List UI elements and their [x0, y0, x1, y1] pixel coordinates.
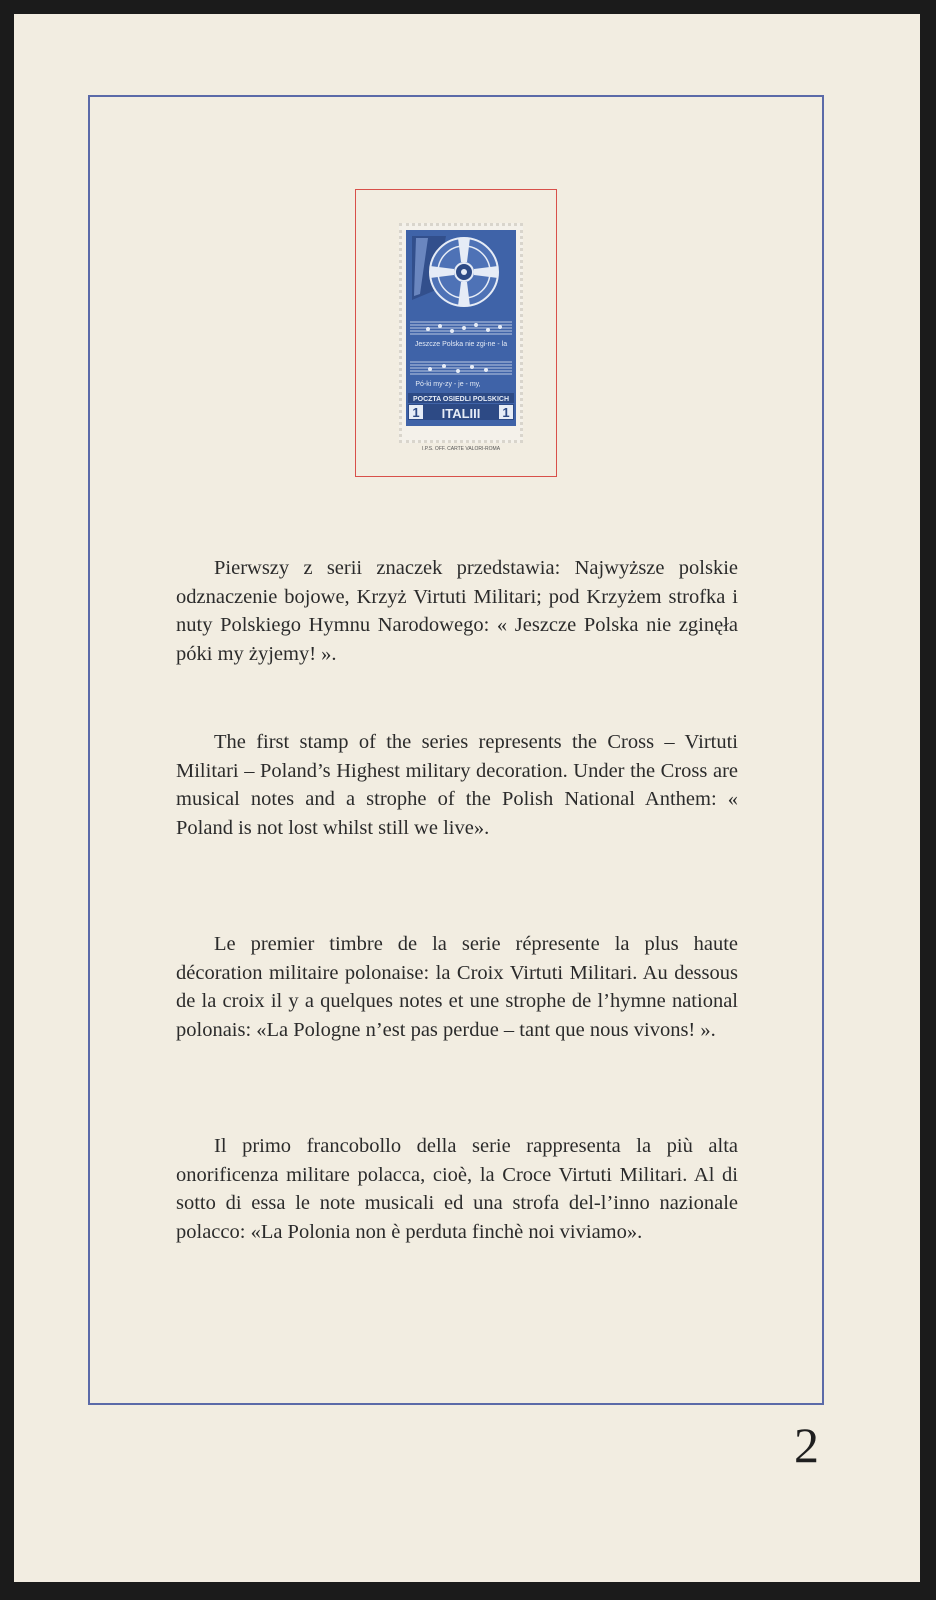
- stamp-country: ITALIII: [441, 406, 481, 421]
- stamp-lyrics-1: Jeszcze Polska nie zgi-ne - la: [414, 341, 508, 348]
- paragraph-italian: Il primo francobollo della serie rappresenta la più alta onorificenza militare polacca, cioè, la Croce Virtuti Militari. Al di sotto di essa le note musicali ed una strofa del-l’inno nazionale polacco: «La Polonia non è perduta finchè noi viviamo».: [176, 1135, 738, 1243]
- virtuti-militari-stamp: [406, 230, 516, 426]
- stamp-perforation: [399, 223, 523, 443]
- stamp-image: [406, 230, 516, 426]
- cross-emblem: [430, 238, 498, 306]
- stamp-printer: I.P.S. OFF. CARTE VALORI-ROMA: [421, 446, 501, 452]
- stamp-mount: [355, 189, 557, 477]
- stamp-value-right: 1: [502, 405, 510, 420]
- paragraph-polish: Pierwszy z serii znaczek przedstawia: Najwyższe polskie odznaczenie bojowe, Krzyż Virtuti Militari; pod Krzyżem strofka i nuty Polskiego Hymnu Narodowego: « Jeszcze Polska nie zginęła póki my żyjemy! ».: [176, 557, 738, 665]
- page-number: 2: [794, 1417, 819, 1473]
- stamp-value-left: 1: [412, 405, 420, 420]
- paragraph-english: The first stamp of the series represents the Cross – Virtuti Militari – Poland’s Highest military decoration. Under the Cross are musical notes and a strophe of the Polish National Anthem: « Poland is not lost whilst still we live».: [176, 731, 738, 839]
- stamp-inscription: POCZTA OSIEDLI POLSKICH: [412, 396, 510, 403]
- paragraph-french: Le premier timbre de la serie répresente la plus haute décoration militaire polonaise: la Croix Virtuti Militari. Au dessous de la croix il y a quelques notes et une strophe de l’hymne national polonais: «La Pologne n’est pas perdue – tant que nous vivons! ».: [176, 933, 738, 1041]
- stamp-lyrics-2: Pó-ki my-zy - je - my,: [415, 381, 481, 388]
- album-page: [14, 14, 920, 1582]
